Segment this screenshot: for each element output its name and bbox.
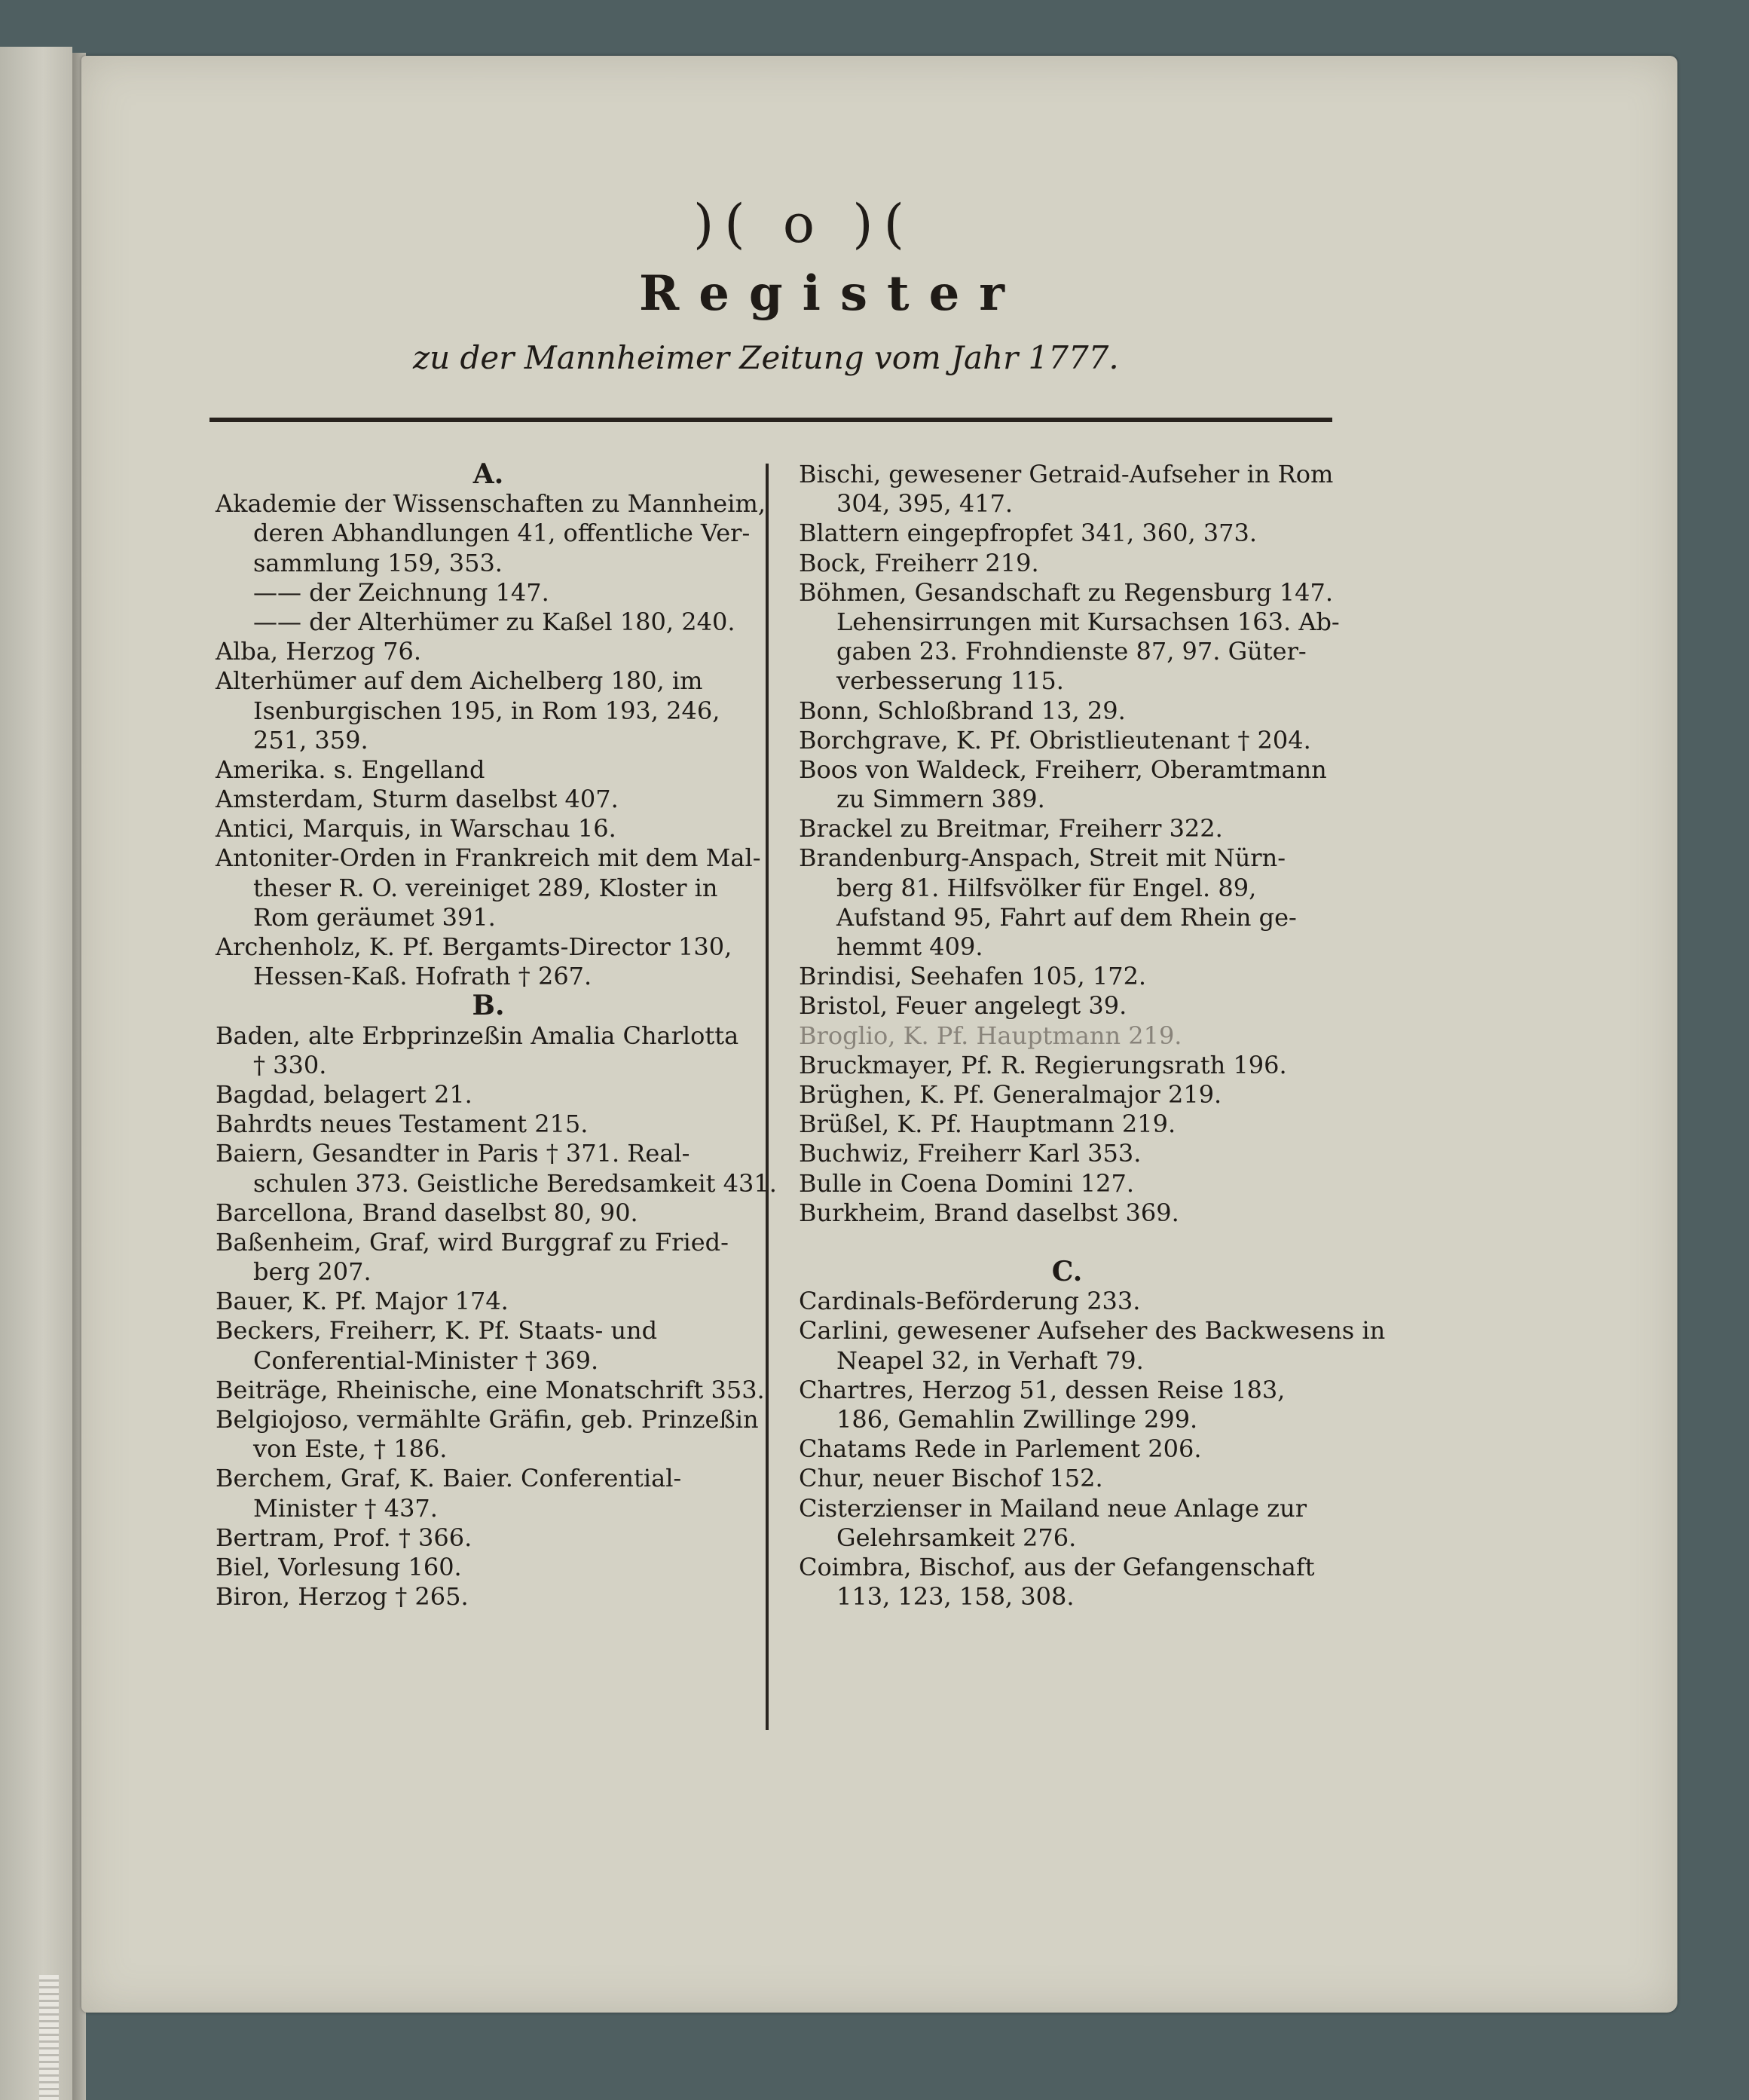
index-entry-line: Berchem, Graf, K. Baier. Conferential- (216, 1464, 682, 1493)
index-entry-line: Baßenheim, Graf, wird Burggraf zu Fried- (216, 1227, 729, 1257)
index-entry-line: Bauer, K. Pf. Major 174. (216, 1287, 509, 1316)
index-entry-line: Bischi, gewesener Getraid-Aufseher in Rom (799, 460, 1334, 488)
index-entry-line: Bonn, Schloßbrand 13, 29. (799, 696, 1126, 725)
index-entry-line: —— der Zeichnung 147. (253, 577, 549, 607)
index-entry-line: schulen 373. Geistliche Beredsamkeit 431. (253, 1168, 777, 1198)
page-subtitle: zu der Mannheimer Zeitung vom Jahr 1777. (413, 339, 1119, 376)
index-entry-line: Blattern eingepfropfet 341, 360, 373. (799, 519, 1258, 548)
index-entry-line: Akademie der Wissenschaften zu Mannheim, (216, 489, 766, 519)
index-entry-line: Brüßel, K. Pf. Hauptmann 219. (799, 1110, 1176, 1139)
index-entry-line: Aufstand 95, Fahrt auf dem Rhein ge- (836, 902, 1297, 932)
index-entry-line: Baden, alte Erbprinzeßin Amalia Charlotta (216, 1021, 739, 1050)
index-entry-line: Chur, neuer Bischof 152. (799, 1464, 1103, 1493)
index-entry-line: berg 81. Hilfsvölker für Engel. 89, (836, 873, 1257, 902)
page-title: Register (639, 265, 1024, 322)
index-entry-line: Amsterdam, Sturm daselbst 407. (216, 785, 619, 814)
section-letter: A. (472, 458, 504, 490)
index-entry-line: Rom geräumet 391. (253, 902, 496, 932)
index-entry-line: Brandenburg-Anspach, Streit mit Nürn- (799, 843, 1286, 873)
index-entry-line: Bertram, Prof. † 366. (216, 1523, 472, 1552)
index-entry-line: 251, 359. (253, 725, 368, 755)
index-entry-line: 304, 395, 417. (836, 489, 1014, 519)
index-entry-line: hemmt 409. (836, 932, 983, 961)
left-column (216, 458, 777, 1612)
index-entry-line: Carlini, gewesener Aufseher des Backwesens in (799, 1316, 1386, 1345)
binding-strip (39, 1975, 59, 2100)
index-entry-line: Neapel 32, in Verhaft 79. (836, 1345, 1144, 1375)
index-entry-line: Beckers, Freiherr, K. Pf. Staats- und (216, 1316, 658, 1345)
index-entry-line: Brackel zu Breitmar, Freiherr 322. (799, 814, 1223, 843)
index-entry-line: Chatams Rede in Parlement 206. (799, 1434, 1202, 1464)
index-entry-line: Brüghen, K. Pf. Generalmajor 219. (799, 1079, 1222, 1109)
index-entry-line: † 330. (253, 1050, 327, 1079)
section-letter: C. (1051, 1256, 1083, 1288)
index-entry-line: Belgiojoso, vermählte Gräfin, geb. Prinzeßin (216, 1405, 759, 1434)
index-entry-line: Hessen-Kaß. Hofrath † 267. (253, 962, 592, 991)
index-entry-line: Bruckmayer, Pf. R. Regierungsrath 196. (799, 1050, 1287, 1079)
index-entry-line: Biron, Herzog † 265. (216, 1582, 469, 1612)
index-entry-line: theser R. O. vereiniget 289, Kloster in (253, 873, 718, 902)
right-column (799, 460, 1386, 1612)
index-entry-line: Coimbra, Bischof, aus der Gefangenschaft (799, 1552, 1315, 1581)
index-entry-line: Boos von Waldeck, Freiherr, Oberamtmann (799, 755, 1327, 784)
index-entry-line: Isenburgischen 195, in Rom 193, 246, (253, 696, 720, 725)
index-entry-line: Brindisi, Seehafen 105, 172. (799, 962, 1147, 991)
index-entry-line: Biel, Vorlesung 160. (216, 1552, 462, 1581)
index-entry-line: Borchgrave, K. Pf. Obristlieutenant † 204. (799, 725, 1311, 755)
left-page-edge (0, 47, 72, 2100)
index-entry-line: Antoniter-Orden in Frankreich mit dem Mal- (216, 843, 761, 873)
index-entry-line: Broglio, K. Pf. Hauptmann 219. (799, 1021, 1182, 1050)
index-entry-line: Amerika. s. Engelland (216, 755, 485, 784)
index-entry-line: Cardinals-Beförderung 233. (799, 1287, 1141, 1316)
index-entry-line: Beiträge, Rheinische, eine Monatschrift 353. (216, 1375, 765, 1404)
index-entry-line: Bagdad, belagert 21. (216, 1079, 472, 1109)
index-entry-line: sammlung 159, 353. (253, 548, 503, 577)
index-entry-line: Alterhümer auf dem Aichelberg 180, im (216, 666, 703, 696)
index-entry-line (799, 1228, 1335, 1257)
index-entry-line: deren Abhandlungen 41, offentliche Ver- (253, 519, 751, 548)
index-entry-line: Gelehrsamkeit 276. (836, 1523, 1077, 1552)
index-entry-line: Bulle in Coena Domini 127. (799, 1168, 1135, 1198)
index-entry-line: berg 207. (253, 1257, 372, 1287)
index-entry-line: Bock, Freiherr 219. (799, 548, 1039, 577)
section-letter: B. (472, 990, 505, 1022)
index-entry-line: Buchwiz, Freiherr Karl 353. (799, 1139, 1142, 1168)
header-ornament: )( o )( (693, 193, 915, 255)
index-entry-line: Burkheim, Brand daselbst 369. (799, 1198, 1179, 1227)
index-entry-line: —— der Alterhümer zu Kaßel 180, 240. (253, 607, 735, 636)
index-entry-line: Baiern, Gesandter in Paris † 371. Real- (216, 1139, 690, 1168)
index-entry-line: verbesserung 115. (836, 666, 1064, 696)
index-entry-line: Lehensirrungen mit Kursachsen 163. Ab- (836, 607, 1340, 636)
index-entry-line: Minister † 437. (253, 1493, 438, 1523)
index-entry-line: 186, Gemahlin Zwillinge 299. (836, 1405, 1198, 1434)
index-entry-line: 113, 123, 158, 308. (836, 1582, 1075, 1612)
index-entry-line: Barcellona, Brand daselbst 80, 90. (216, 1198, 638, 1227)
index-entry-line: Conferential-Minister † 369. (253, 1345, 599, 1375)
column-divider (766, 464, 769, 1730)
index-entry-line: Bahrdts neues Testament 215. (216, 1110, 589, 1139)
index-entry-line: Antici, Marquis, in Warschau 16. (216, 814, 616, 843)
index-entry-line: Chartres, Herzog 51, dessen Reise 183, (799, 1375, 1286, 1404)
index-entry-line: gaben 23. Frohndienste 87, 97. Güter- (836, 637, 1307, 666)
index-entry-line: Bristol, Feuer angelegt 39. (799, 991, 1127, 1021)
index-entry-line: Böhmen, Gesandschaft zu Regensburg 147. (799, 577, 1334, 607)
index-entry-line: Archenholz, K. Pf. Bergamts-Director 130, (216, 932, 732, 961)
index-entry-line: Alba, Herzog 76. (216, 637, 422, 666)
header-rule (209, 418, 1332, 422)
index-entry-line: von Este, † 186. (253, 1434, 448, 1464)
index-entry-line: Cisterzienser in Mailand neue Anlage zur (799, 1493, 1307, 1523)
index-entry-line: zu Simmern 389. (836, 785, 1045, 814)
